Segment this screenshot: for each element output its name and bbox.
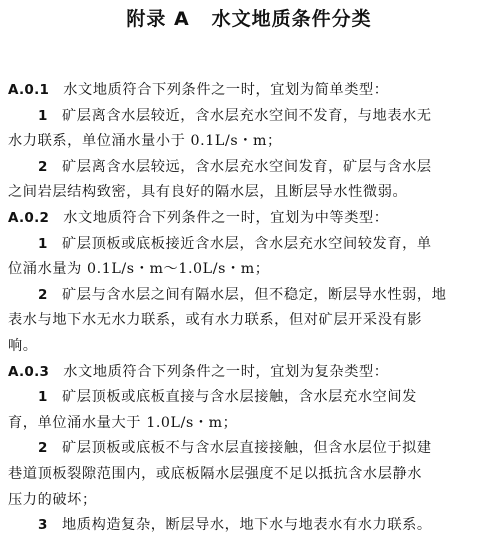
clause-a03-lead [8, 360, 490, 386]
clause-a02-item1-line2: 位涌水量为 0.1L/s・m～1.0L/s・m； [8, 261, 270, 278]
clause-a02-item2-line2: 表水与地下水无水力联系，或有水力联系，但对矿层开采没有影 [8, 312, 423, 329]
clause-a03-item3-line1 [8, 513, 490, 539]
item-text: 地质构造复杂，断层导水，地下水与地表水有水力联系。 [62, 517, 432, 534]
item-text: 矿层离含水层较远，含水层充水空间发育，矿层与含水层 [62, 158, 432, 175]
clause-a03-item2-line3: 压力的破坏； [8, 491, 97, 508]
clause-lead-text: 水文地质符合下列条件之一时，宜划为复杂类型： [63, 363, 389, 380]
clause-lead-text: 水文地质符合下列条件之一时，宜划为中等类型： [63, 209, 389, 226]
clause-a02-item1-line1 [8, 232, 490, 258]
clause-a02-item2-line3: 响。 [8, 337, 38, 354]
clause-a01-item2-line2: 之间岩层结构致密，具有良好的隔水层，且断层导水性微弱。 [8, 184, 408, 201]
item-number: 1 [38, 107, 48, 124]
appendix-heading: 水文地质条件分类 [211, 8, 372, 30]
clause-a03-item1-line1 [8, 385, 490, 411]
clause-number: A.0.3 [8, 363, 50, 380]
item-text: 矿层顶板或底板直接与含水层接触，含水层充水空间发 [62, 389, 417, 406]
item-number: 1 [38, 389, 48, 406]
item-text: 矿层与含水层之间有隔水层，但不稳定，断层导水性弱，地 [62, 286, 447, 303]
clause-lead-text: 水文地质符合下列条件之一时，宜划为简单类型： [63, 82, 389, 98]
appendix-label: 附录 A [126, 8, 190, 30]
clause-a01-item2-line1 [8, 155, 490, 181]
clause-a03-item2-line2: 巷道顶板裂隙范围内，或底板隔水层强度不足以抵抗含水层静水 [8, 465, 423, 482]
item-number: 1 [38, 235, 48, 252]
clause-a02-lead [8, 206, 490, 232]
clause-a03-item1-line2: 育，单位涌水量大于 1.0L/s・m； [8, 414, 238, 431]
item-number: 2 [38, 286, 48, 303]
item-number: 3 [38, 517, 48, 534]
clause-a02-item2-line1 [8, 283, 490, 309]
clause-a01-item1-line2: 水力联系，单位涌水量小于 0.1L/s・m； [8, 133, 282, 150]
appendix-title [8, 6, 490, 32]
clause-a01-item1-line1 [8, 104, 490, 130]
item-text: 矿层顶板或底板接近含水层，含水层充水空间较发育，单 [62, 235, 432, 252]
clause-a03-item2-line1 [8, 436, 490, 462]
clause-number: A.0.1 [8, 82, 50, 98]
item-number: 2 [38, 440, 48, 457]
clause-number: A.0.2 [8, 209, 50, 226]
clause-a01-lead [8, 78, 490, 104]
item-text: 矿层顶板或底板不与含水层直接接触，但含水层位于拟建 [62, 440, 432, 457]
item-text: 矿层离含水层较近，含水层充水空间不发育，与地表水无 [62, 107, 432, 124]
item-number: 2 [38, 158, 48, 175]
